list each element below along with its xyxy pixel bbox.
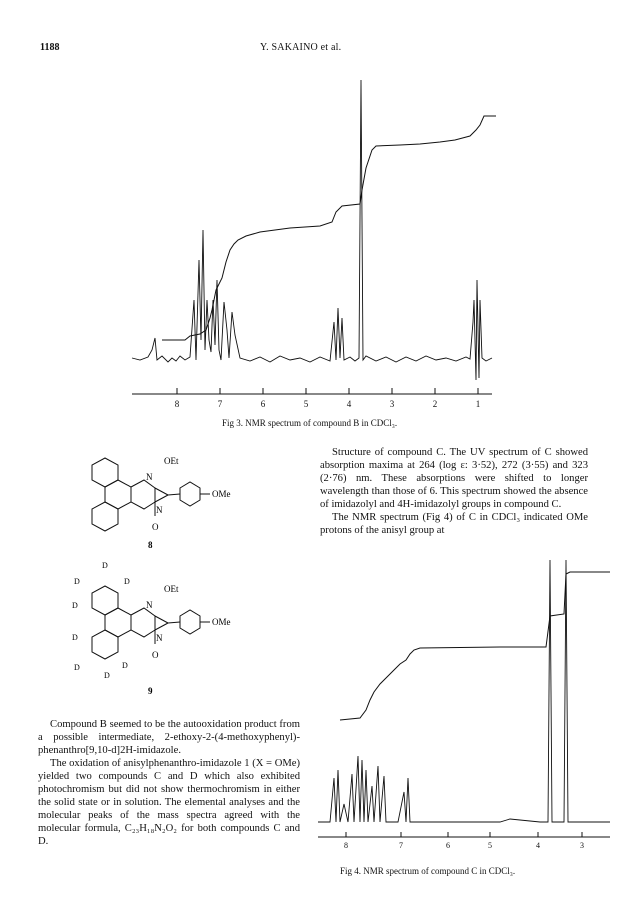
s9-deuterium-label: D	[122, 661, 128, 670]
fig3-tick-label: 8	[174, 399, 180, 409]
fig3-tick-label: 4	[346, 399, 352, 409]
paragraph: The NMR spectrum (Fig 4) of C in CDCl₃ indicated OMe protons of the anisyl group at	[320, 512, 588, 536]
s9-n-bottom: N	[156, 633, 163, 643]
page-number: 1188	[40, 42, 60, 53]
s9-number: 9	[148, 686, 153, 696]
left-column-text	[38, 718, 300, 848]
s9-o-bottom: O	[152, 650, 159, 660]
fig4-tick-label: 6	[446, 841, 450, 850]
fig3-tick-label: 2	[432, 399, 438, 409]
s9-deuterium-label: D	[72, 601, 78, 610]
right-column-text	[320, 446, 588, 537]
structure-9	[60, 560, 260, 700]
fig3-caption: Fig 3. NMR spectrum of compound B in CDCl₃.	[222, 418, 398, 428]
fig3-spectrum-trace	[132, 80, 492, 380]
fig4-nmr-spectrum	[300, 560, 625, 860]
s8-number: 8	[148, 540, 153, 550]
s9-oet: OEt	[164, 584, 179, 594]
s8-o-bottom: O	[152, 522, 159, 532]
paragraph: The oxidation of anisylphenanthro-imidazole 1 (X = OMe) yielded two compounds C and D which also exhibited photochromism but did not show thermochromism in either the solid state or in solution. The elemental analyses and the molecular peaks of the mass spectra agreed with the molecular formula, C₂₃H₁₈N₂O₂ for both compounds C and D.	[38, 758, 300, 847]
s9-deuterium-label: D	[74, 577, 80, 586]
fig4-tick-label: 4	[536, 841, 540, 850]
paragraph: Structure of compound C. The UV spectrum of C showed absorption maxima at 264 (log ε: 3·52), 272 (3·55) and 323 (2·76) nm. These absorptions were shifted to longer wavelength than those of 6. This spectrum showed the absence of imidazolyl and 4H-imidazolyl groups in compound C.	[320, 447, 588, 510]
fig4-caption: Fig 4. NMR spectrum of compound C in CDCl₃.	[340, 866, 516, 876]
fig3-tick-label: 1	[475, 399, 481, 409]
fig4-tick-label: 5	[488, 841, 492, 850]
paragraph: Compound B seemed to be the autooxidation product from a possible intermediate, 2-ethoxy-2-(4-methoxyphenyl)-phenanthro[9,10-d]2H-imidazole.	[38, 719, 300, 756]
fig3-tick-label: 3	[389, 399, 395, 409]
fig4-spectrum-trace	[318, 560, 610, 822]
s9-ome: OMe	[212, 617, 231, 627]
s8-oet: OEt	[164, 456, 179, 466]
s8-n-bottom: N	[156, 505, 163, 515]
s9-deuterium-label: D	[104, 671, 110, 680]
fig3-tick-label: 5	[303, 399, 309, 409]
fig3-integral-curve	[162, 116, 496, 340]
s9-deuterium-label: D	[72, 633, 78, 642]
structure-8	[60, 450, 260, 550]
fig4-tick-label: 3	[580, 841, 584, 850]
running-head: Y. SAKAINO et al.	[260, 42, 342, 53]
fig4-tick-label: 8	[344, 841, 348, 850]
fig4-tick-label: 7	[399, 841, 403, 850]
s8-n-top: N	[146, 472, 153, 482]
s9-n-top: N	[146, 600, 153, 610]
s9-deuterium-label: D	[102, 561, 108, 570]
s9-deuterium-label: D	[124, 577, 130, 586]
fig3-tick-label: 6	[260, 399, 266, 409]
fig3-tick-label: 7	[217, 399, 223, 409]
fig3-axis-ticks	[177, 388, 478, 394]
s9-deuterium-label: D	[74, 663, 80, 672]
fig4-integral-curve	[340, 572, 610, 720]
s8-ome: OMe	[212, 489, 231, 499]
